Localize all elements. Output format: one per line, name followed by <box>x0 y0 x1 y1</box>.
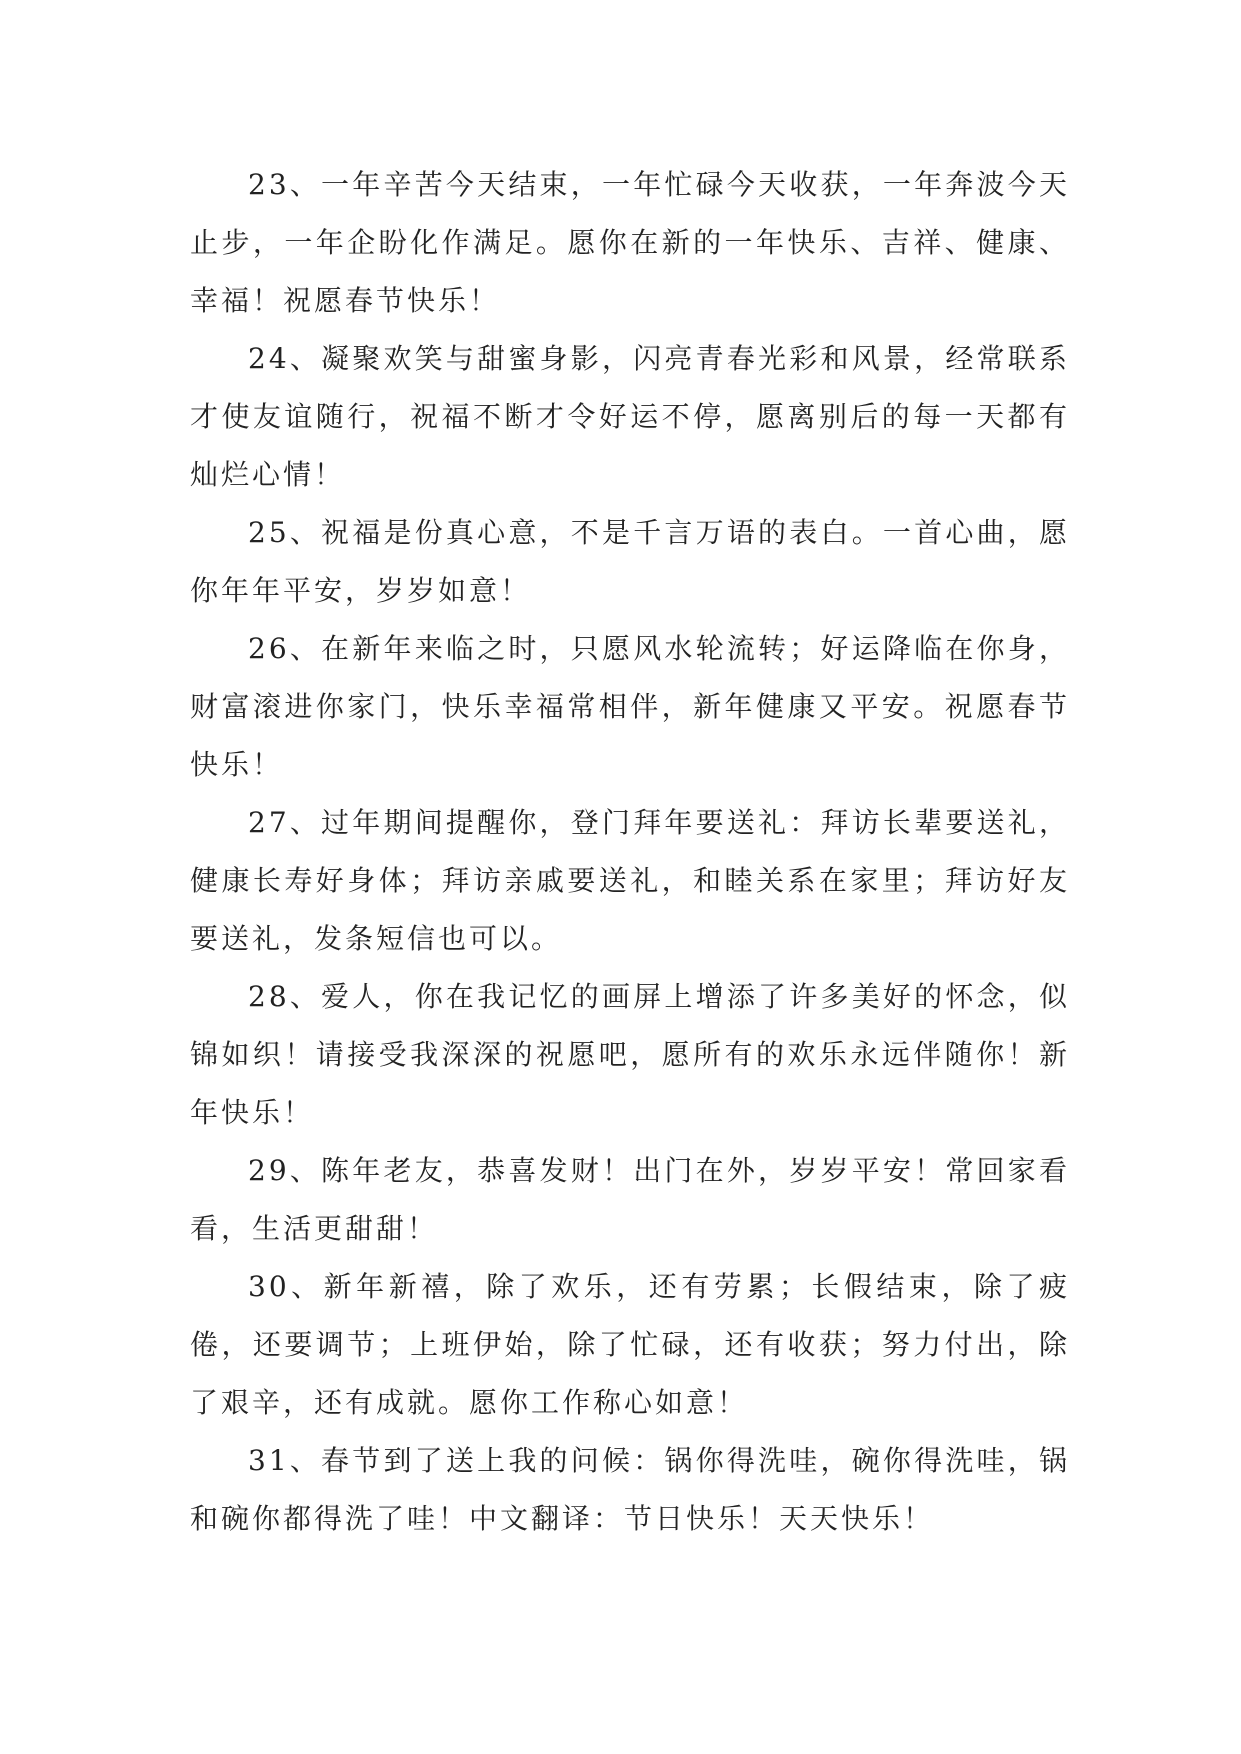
paragraph-23: 23、一年辛苦今天结束，一年忙碌今天收获，一年奔波今天止步，一年企盼化作满足。愿你在新的一年快乐、吉祥、健康、幸福！祝愿春节快乐！ <box>190 168 1070 317</box>
paragraph-25: 25、祝福是份真心意，不是千言万语的表白。一首心曲，愿你年年平安，岁岁如意！ <box>190 516 1070 607</box>
document-body <box>190 156 1070 1548</box>
paragraph-31: 31、春节到了送上我的问候：锅你得洗哇，碗你得洗哇，锅和碗你都得洗了哇！中文翻译：节日快乐！天天快乐！ <box>190 1444 1070 1535</box>
paragraph-26: 26、在新年来临之时，只愿风水轮流转；好运降临在你身，财富滚进你家门，快乐幸福常相伴，新年健康又平安。祝愿春节快乐！ <box>190 632 1070 781</box>
paragraph-28: 28、爱人，你在我记忆的画屏上增添了许多美好的怀念，似锦如织！请接受我深深的祝愿吧，愿所有的欢乐永远伴随你！新年快乐！ <box>190 980 1070 1129</box>
paragraph-24: 24、凝聚欢笑与甜蜜身影，闪亮青春光彩和风景，经常联系才使友谊随行，祝福不断才令好运不停，愿离别后的每一天都有灿烂心情！ <box>190 342 1070 491</box>
paragraph-27: 27、过年期间提醒你，登门拜年要送礼：拜访长辈要送礼，健康长寿好身体；拜访亲戚要送礼，和睦关系在家里；拜访好友要送礼，发条短信也可以。 <box>190 806 1070 955</box>
paragraph-30: 30、新年新禧，除了欢乐，还有劳累；长假结束，除了疲倦，还要调节；上班伊始，除了忙碌，还有收获；努力付出，除了艰辛，还有成就。愿你工作称心如意！ <box>190 1270 1070 1419</box>
paragraph-29: 29、陈年老友，恭喜发财！出门在外，岁岁平安！常回家看看，生活更甜甜！ <box>190 1154 1070 1245</box>
